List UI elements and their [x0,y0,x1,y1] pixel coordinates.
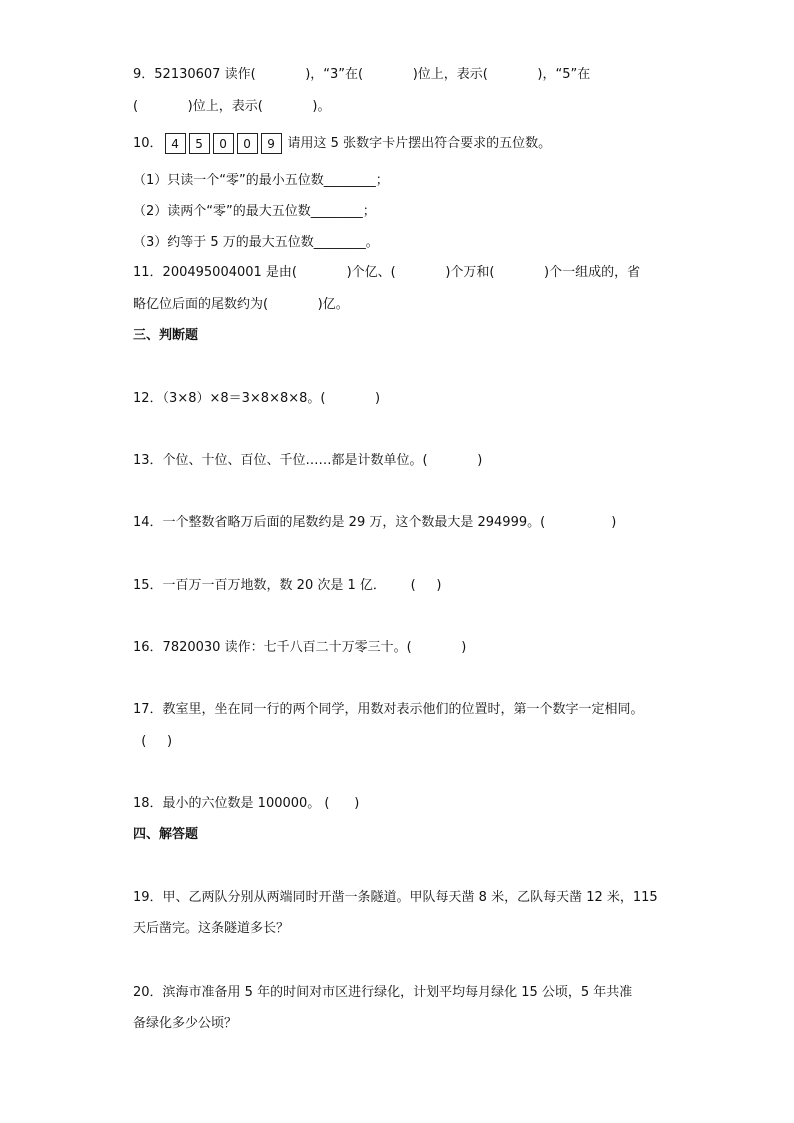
q10-prompt: 请用这 5 张数字卡片摆出符合要求的五位数。 [287,135,552,151]
digit-cards [165,133,282,154]
digit-card: 4 [165,133,186,154]
q20-line1: 20．滨海市准备用 5 年的时间对市区进行绿化，计划平均每月绿化 15 公顷，5 年共准 [133,985,633,1000]
q16: 16．7820030 读作：七千八百二十万零三十。( ) [133,640,467,655]
q10-sub1: （1）只读一个“零”的最小五位数________； [133,173,389,188]
q10-sub2: （2）读两个“零”的最大五位数________； [133,204,376,219]
q19-line1: 19．甲、乙两队分别从两端同时开凿一条隧道。甲队每天凿 8 米，乙队每天凿 12 米，115 [133,890,658,905]
q9-line2: ( )位上，表示( )。 [133,99,331,114]
q9-line1: 9．52130607 读作( )，“3”在( )位上，表示( )，“5”在 [133,67,591,82]
q18: 18．最小的六位数是 100000。 ( ) [133,796,360,811]
digit-card: 5 [189,133,210,154]
q10-sub3: （3）约等于 5 万的最大五位数________。 [133,235,379,250]
q10-number: 10． [133,135,163,151]
q10-header [133,133,551,154]
digit-card: 9 [261,133,282,154]
digit-card: 0 [213,133,234,154]
q11-line1: 11．200495004001 是由( )个亿、( )个万和( )个一组成的，省 [133,265,641,280]
q20-line2: 备绿化多少公顷？ [133,1016,238,1031]
section-title-solve: 四、解答题 [133,827,199,842]
q19-line2: 天后凿完。这条隧道多长？ [133,921,290,936]
q17-line1: 17．教室里，坐在同一行的两个同学，用数对表示他们的位置时，第一个数字一定相同。 [133,702,644,717]
digit-card: 0 [237,133,258,154]
section-title-judgement: 三、判断题 [133,328,199,343]
q15: 15．一百万一百万地数，数 20 次是 1 亿． ( ) [133,578,442,593]
q17-line2: ( ) [133,734,173,749]
q12: 12．（3×8）×8＝3×8×8×8。( ) [133,391,381,406]
q11-line2: 略亿位后面的尾数约为( )亿。 [133,297,349,312]
q14: 14．一个整数省略万后面的尾数约是 29 万，这个数最大是 294999。( ) [133,515,617,530]
q13: 13．个位、十位、百位、千位……都是计数单位。( ) [133,453,483,468]
